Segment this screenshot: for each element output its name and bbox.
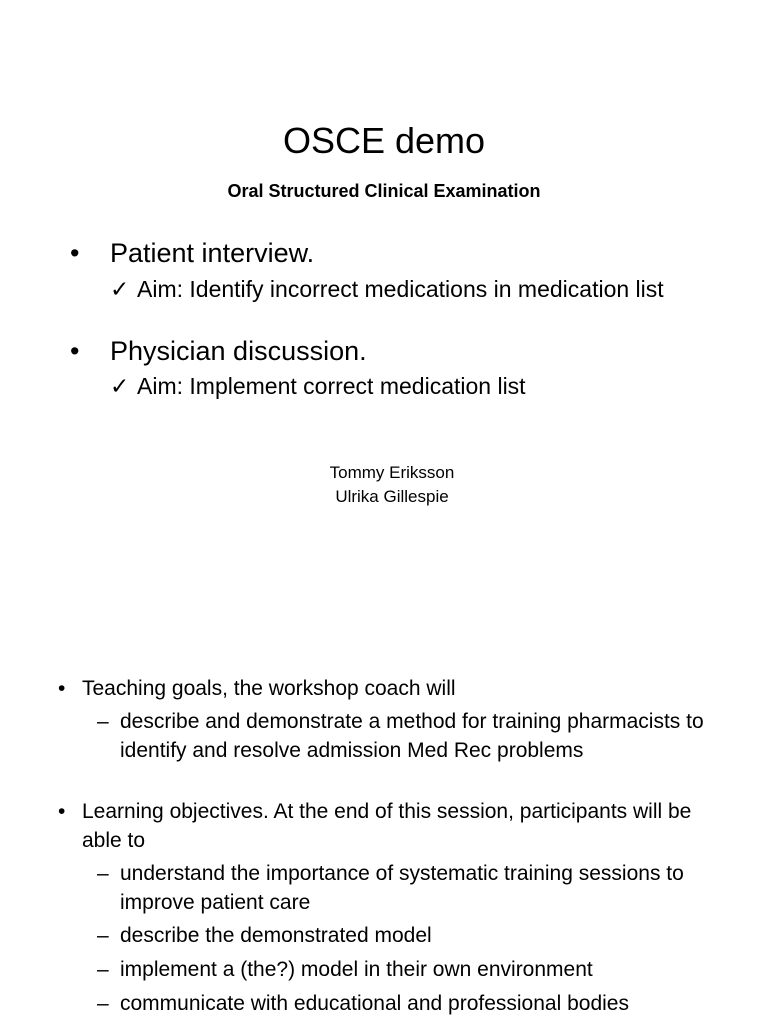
- bullet-learning-objectives: [0, 798, 768, 855]
- bullet-physician-discussion: [0, 336, 768, 370]
- dash-marker: –: [97, 958, 109, 981]
- sub-text: implement a (the?) model in their own environment: [120, 958, 593, 981]
- dash-marker: –: [97, 862, 109, 885]
- authors: [0, 461, 768, 509]
- bullet-marker: •: [70, 336, 80, 366]
- author-name: Tommy Eriksson: [329, 463, 455, 482]
- aim-implement: [0, 371, 768, 402]
- aim-text: Aim: Implement correct medication list: [137, 373, 526, 399]
- sub-text: describe and demonstrate a method for training pharmacists to identify and resolve admission Med Rec problems: [120, 710, 704, 762]
- dash-marker: –: [97, 992, 109, 1015]
- checkmark-icon: ✓: [110, 373, 130, 399]
- sub-communicate: [0, 990, 768, 1019]
- bullet-marker: •: [70, 238, 80, 268]
- author-name: Ulrika Gillespie: [335, 487, 449, 506]
- aim-text: Aim: Identify incorrect medications in medication list: [137, 276, 664, 302]
- sub-describe-method: [0, 708, 768, 794]
- slide-subtitle: Oral Structured Clinical Examination: [227, 181, 541, 201]
- sub-text: communicate with educational and professional bodies: [120, 992, 629, 1015]
- sub-understand: [0, 860, 768, 917]
- bullet-text: Teaching goals, the workshop coach will: [82, 677, 456, 700]
- slide-title: OSCE demo: [282, 120, 486, 161]
- aim-identify: [0, 274, 768, 336]
- dash-marker: –: [97, 710, 109, 733]
- bullet-teaching-goals: [0, 675, 768, 704]
- bullet-text: Learning objectives. At the end of this session, participants will be able to: [82, 800, 692, 852]
- bullet-patient-interview: [0, 238, 768, 272]
- bullet-marker: •: [58, 677, 66, 700]
- dash-marker: –: [97, 924, 109, 947]
- bullet-label: Physician discussion.: [110, 336, 367, 366]
- bullet-marker: •: [58, 800, 66, 823]
- checkmark-icon: ✓: [110, 276, 130, 302]
- sub-text: understand the importance of systematic training sessions to improve patient care: [120, 862, 684, 914]
- sub-describe-model: [0, 922, 768, 951]
- sub-implement: [0, 956, 768, 985]
- sub-text: describe the demonstrated model: [120, 924, 432, 947]
- bullet-label: Patient interview.: [110, 238, 315, 268]
